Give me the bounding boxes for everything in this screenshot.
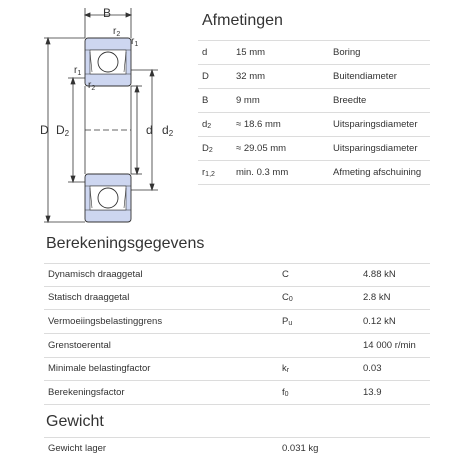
calc-value: 13.9 xyxy=(363,387,382,398)
dimension-desc: Breedte xyxy=(333,95,367,106)
divider xyxy=(198,112,430,113)
label-d2: d2 xyxy=(162,123,174,138)
divider xyxy=(198,88,430,89)
dimension-value: min. 0.3 mm xyxy=(236,167,289,178)
divider xyxy=(44,286,430,287)
weight-value: 0.031 kg xyxy=(282,443,319,454)
dimension-value: ≈ 18.6 mm xyxy=(236,119,281,130)
calc-value: 0.12 kN xyxy=(363,316,396,327)
calc-symbol: $P_u$ xyxy=(282,316,293,327)
weight-title: Gewicht xyxy=(46,413,104,430)
bearing-drawing xyxy=(0,0,190,235)
calc-label: Vermoeiingsbelastinggrens xyxy=(48,316,163,327)
label-b: B xyxy=(103,6,112,20)
calc-symbol: $C_0$ xyxy=(282,292,293,303)
calc-value: 2.8 kN xyxy=(363,292,391,303)
calc-value: 14 000 r/min xyxy=(363,340,416,351)
divider xyxy=(44,263,430,264)
divider xyxy=(44,437,430,438)
label-d: d xyxy=(146,123,153,137)
dimension-symbol: d xyxy=(202,47,208,58)
dimension-symbol: D xyxy=(202,71,209,82)
label-r1-mid: $r_1$ xyxy=(74,65,82,77)
dimension-symbol: $d_2$ xyxy=(202,119,212,130)
divider xyxy=(198,184,430,185)
calc-label: Statisch draaggetal xyxy=(48,292,130,303)
calc-label: Dynamisch draaggetal xyxy=(48,269,143,280)
calc-label: Grenstoerental xyxy=(48,340,111,351)
dimension-symbol: B xyxy=(202,95,209,106)
dimension-desc: Boring xyxy=(333,47,361,58)
divider xyxy=(198,40,430,41)
calc-label: Berekeningsfactor xyxy=(48,387,125,398)
label-D: D xyxy=(40,123,49,137)
dimensions-title: Afmetingen xyxy=(202,12,283,29)
bearing-bottom-section xyxy=(85,174,131,222)
dimension-value: ≈ 29.05 mm xyxy=(236,143,287,154)
dimension-value: 32 mm xyxy=(236,71,266,82)
dimension-symbol: $r_{1,2}$ xyxy=(202,167,215,178)
dimension-value: 9 mm xyxy=(236,95,260,106)
label-r1-top: $r_1$ xyxy=(131,36,139,48)
divider xyxy=(44,357,430,358)
calc-symbol: $k_r$ xyxy=(282,363,290,374)
dimension-symbol: $D_2$ xyxy=(202,143,213,154)
dimension-desc: Uitsparingsdiameter xyxy=(333,119,418,130)
divider xyxy=(44,380,430,381)
dimension-desc: Afmeting afschuining xyxy=(333,167,422,178)
divider xyxy=(198,136,430,137)
calc-label: Minimale belastingfactor xyxy=(48,363,151,374)
calc-symbol: C xyxy=(282,269,289,280)
divider xyxy=(198,160,430,161)
calc-title: Berekeningsgegevens xyxy=(46,235,205,252)
calc-symbol: $f_0$ xyxy=(282,387,289,398)
label-r2-mid: $r_2$ xyxy=(88,80,96,92)
label-D2: D2 xyxy=(56,123,70,138)
weight-label: Gewicht lager xyxy=(48,443,107,454)
divider xyxy=(44,404,430,405)
divider xyxy=(44,333,430,334)
dimension-desc: Uitsparingsdiameter xyxy=(333,143,418,154)
calc-value: 4.88 kN xyxy=(363,269,396,280)
dimension-desc: Buitendiameter xyxy=(333,71,397,82)
bearing-top-section xyxy=(85,38,131,86)
divider xyxy=(198,64,430,65)
label-r2-top: $r_2$ xyxy=(113,26,121,38)
calc-value: 0.03 xyxy=(363,363,382,374)
dimension-value: 15 mm xyxy=(236,47,266,58)
divider xyxy=(44,309,430,310)
